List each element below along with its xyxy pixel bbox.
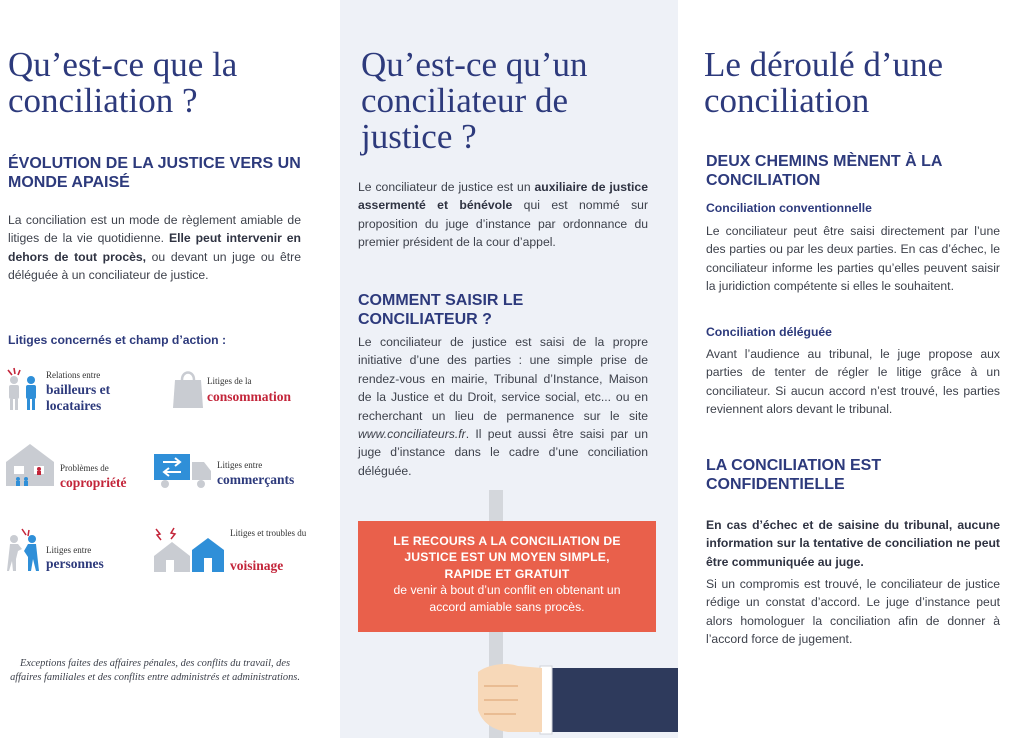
sub-conventionnelle: Conciliation conventionnelle bbox=[706, 201, 872, 215]
icon-small-label: Litiges de la bbox=[207, 376, 252, 386]
people-icon bbox=[4, 527, 44, 573]
icon-big-label: voisinage bbox=[230, 558, 284, 573]
para-bold: Elle peut intervenir en dehors de tout procès, bbox=[8, 231, 301, 264]
para-plain: Le conciliateur de justice est un bbox=[358, 180, 531, 194]
litige-bailleurs bbox=[4, 366, 144, 416]
callout-strong-text: LE RECOURS A LA CONCILIATION DE JUSTICE EST UN MOYEN SIMPLE, RAPIDE ET GRATUIT bbox=[393, 534, 621, 581]
tenants-icon bbox=[4, 366, 42, 412]
apartment-icon bbox=[4, 442, 56, 486]
panel3-paragraph4: Si un compromis est trouvé, le conciliateur de justice rédige un constat d’accord. Le juge d’instance peut alors homologuer la conciliation afin de donner à l’accord force de jugement. bbox=[706, 577, 1000, 647]
icon-big-label: copropriété bbox=[60, 475, 127, 490]
para-bold: auxiliaire de justice assermenté et bénévole bbox=[358, 180, 648, 213]
panel2-heading: COMMENT SAISIR LE CONCILIATEUR ? bbox=[358, 292, 524, 328]
hand-holding-sign-icon bbox=[478, 660, 678, 738]
sub-deleguee: Conciliation déléguée bbox=[706, 325, 832, 339]
icon-big-label: bailleurs et locataires bbox=[46, 382, 111, 413]
sign-pole-top bbox=[489, 490, 503, 521]
para-plain: Le conciliateur de justice est saisi de la propre initiative d’une des parties : une simple prise de rendez-vous en mairie, Tribunal d’Instance, Maison de la Justice et du Droit, service social, etc... ou en recherchant un lieu de permanence sur le site bbox=[358, 335, 648, 423]
houses-icon bbox=[152, 526, 226, 572]
para-plain: La conciliation est un mode de règlement amiable de litiges de la vie quotidienne. bbox=[8, 213, 301, 246]
icon-small-label: Litiges entre bbox=[217, 460, 263, 470]
para-tail: . Il peut aussi être saisi par un juge d’instance dans le cadre d’une conciliation déléguée. bbox=[358, 427, 648, 478]
shopping-bag-icon bbox=[172, 368, 204, 410]
panel-deroule bbox=[678, 0, 1024, 738]
litige-consommation bbox=[172, 366, 332, 416]
panel3-heading2: LA CONCILIATION EST CONFIDENTIELLE bbox=[706, 457, 882, 493]
panel3-paragraph3: En cas d’échec et de saisine du tribunal, aucune information sur la tentative de conciliation ne peut être communiquée au juge. bbox=[706, 518, 1000, 569]
callout-text: de venir à bout d’un conflit en obtenant un accord amiable sans procès. bbox=[393, 583, 621, 614]
litige-voisinage bbox=[152, 526, 332, 576]
icon-big-label: personnes bbox=[46, 556, 104, 571]
panel2-paragraph1 bbox=[358, 178, 648, 252]
icon-big-label: consommation bbox=[207, 389, 291, 404]
panel3-heading1: DEUX CHEMINS MÈNENT À LA CONCILIATION bbox=[706, 153, 942, 189]
panel1-heading: ÉVOLUTION DE LA JUSTICE VERS UN MONDE APAISÉ bbox=[8, 155, 301, 191]
litige-copropriete bbox=[4, 442, 154, 492]
icon-big-label: commerçants bbox=[217, 472, 295, 487]
panel2-title: Qu’est-ce qu’un conciliateur de justice ? bbox=[361, 45, 588, 156]
para-tail: ou devant un juge ou être déléguée à un conciliateur de justice. bbox=[8, 249, 302, 283]
icon-small-label: Problèmes de bbox=[60, 463, 109, 473]
panel3-paragraph2: Avant l’audience au tribunal, le juge propose aux parties de tenter de régler le litige grâce à un conciliateur. Si aucun accord n’est trouvé, les parties reviennent alors devant le tribunal. bbox=[706, 347, 1000, 417]
litige-commercants bbox=[153, 452, 333, 492]
panel2-paragraph2 bbox=[358, 333, 648, 480]
icon-small-label: Relations entre bbox=[46, 370, 101, 380]
panel3-paragraph1: Le conciliateur peut être saisi directement par l’une des parties ou par les deux parties. En cas d’échec, le conciliateur informe les parties qu’elles peuvent saisir la juridiction compétente si elles le souhaitent. bbox=[706, 224, 1000, 294]
icon-small-label: Litiges et troubles du bbox=[230, 528, 307, 538]
panel-conciliation bbox=[0, 0, 340, 738]
panel3-title: Le déroulé d’une conciliation bbox=[704, 45, 944, 120]
litiges-heading: Litiges concernés et champ d’action : bbox=[8, 333, 227, 347]
panel1-paragraph bbox=[8, 211, 301, 285]
exceptions-note: Exceptions faites des affaires pénales, des conflits du travail, des affaires familiales et des conflits entre administrés et administrations. bbox=[10, 658, 300, 683]
truck-icon bbox=[153, 452, 213, 490]
icon-small-label: Litiges entre bbox=[46, 545, 92, 555]
callout-box bbox=[358, 521, 656, 632]
panel1-title: Qu’est-ce que la conciliation ? bbox=[8, 45, 238, 120]
website-link[interactable]: www.conciliateurs.fr bbox=[358, 427, 466, 442]
para-tail: qui est nommé sur proposition du juge d’instance par ordonnance du premier président de la cour d’appel. bbox=[358, 198, 648, 250]
litige-personnes bbox=[4, 527, 144, 575]
